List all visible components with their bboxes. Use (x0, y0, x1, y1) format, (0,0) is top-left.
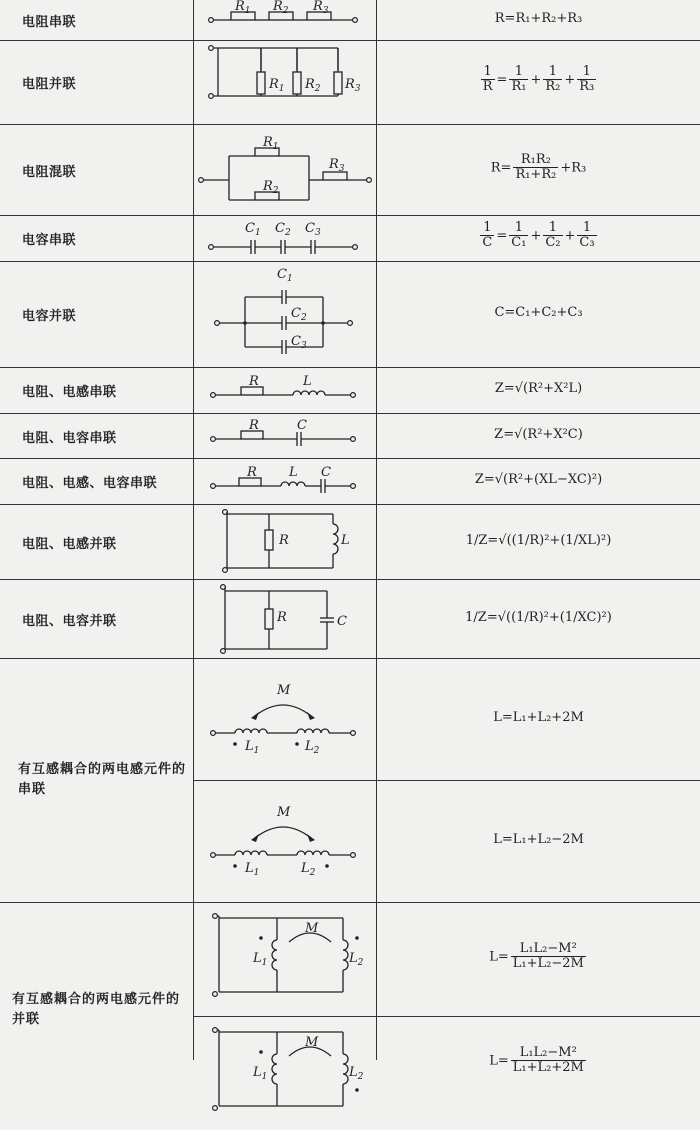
denominator: L₁+L₂−2M (512, 956, 584, 972)
polarity-dot (355, 936, 359, 940)
polarity-dot (259, 1050, 263, 1054)
inductor-symbol (333, 524, 338, 554)
terminal-node (223, 568, 228, 573)
component-label: $R_3$ (329, 157, 345, 174)
terminal-node (221, 649, 226, 654)
component-label: M (277, 805, 291, 820)
formula (377, 533, 700, 548)
formula-text: R=R₁+R₂+R₃ (494, 11, 583, 26)
terminal-node (211, 393, 216, 398)
component-label: L (341, 533, 350, 548)
terminal-node (209, 46, 214, 51)
mutual-series-label: 有互感耦合的两电感元件的串联 (18, 762, 187, 797)
component-label: R (277, 610, 287, 625)
terminal-node (213, 1106, 218, 1111)
component-label: $L_2$ (305, 739, 320, 756)
component-label: $C_1$ (277, 267, 293, 284)
component-label: $R_2$ (263, 179, 279, 196)
formula (377, 832, 700, 847)
numerator: L₁L₂−M² (511, 942, 586, 957)
inductor-symbol (343, 1054, 348, 1084)
component-label: M (305, 1035, 319, 1050)
component-label: L (303, 374, 312, 389)
fraction (481, 65, 495, 95)
terminal-node (351, 853, 356, 858)
denominator: C (482, 235, 493, 251)
polarity-dot (355, 1088, 359, 1092)
numerator: 1 (577, 221, 596, 236)
plus-sign: + (530, 72, 542, 88)
denominator: R (482, 79, 493, 95)
numerator: 1 (480, 221, 494, 236)
component-label: $L_2$ (349, 1065, 364, 1082)
polarity-dot (233, 742, 237, 746)
terminal-node (215, 321, 220, 326)
component-label: $R_2$ (305, 77, 321, 94)
formula (377, 11, 700, 26)
plus-sign: + (564, 72, 576, 88)
inductor-symbol (343, 940, 348, 970)
numerator: 1 (509, 65, 528, 80)
formula-text: Z=√(R²+(XL−XC)²) (474, 472, 603, 487)
circuit-diagram (193, 413, 376, 458)
component-label: $R_2$ (273, 0, 289, 16)
terminal-node (209, 245, 214, 250)
denominator: L₁+L₂+2M (512, 1060, 584, 1076)
circuit-diagram (193, 902, 376, 1016)
equals-sign: = (496, 228, 508, 244)
circuit-diagram (193, 579, 376, 658)
formula-lhs: R= (490, 159, 512, 175)
numerator: 1 (543, 65, 562, 80)
terminal-node (211, 437, 216, 442)
formula-text: 1/Z=√((1/R)²+(1/XL)²) (465, 532, 612, 548)
component-label: $L_1$ (245, 739, 260, 756)
resistor-symbol (257, 72, 265, 94)
plus-sign: + (530, 228, 542, 244)
terminal-node (209, 94, 214, 99)
formula (377, 305, 700, 320)
circuit-diagram (193, 1016, 376, 1130)
fraction (543, 221, 562, 251)
inductor-symbol (235, 729, 267, 733)
formula (377, 65, 700, 95)
component-label: $C_2$ (291, 306, 307, 323)
component-label: $R_3$ (345, 77, 361, 94)
fraction (513, 153, 558, 183)
formula-text: L=L₁+L₂+2M (493, 710, 584, 725)
formula (377, 1046, 700, 1076)
inductor-symbol (272, 1054, 277, 1084)
inductor-symbol (293, 391, 325, 395)
denominator: R₃ (579, 79, 595, 95)
terminal-node (211, 484, 216, 489)
component-label: $R_1$ (269, 77, 285, 94)
terminal-node (211, 731, 216, 736)
denominator: C₁ (511, 235, 527, 251)
numerator: 1 (481, 65, 495, 80)
component-label: C (337, 614, 347, 629)
terminal-node (351, 393, 356, 398)
formula (377, 942, 700, 972)
circuit-diagram (193, 215, 376, 261)
denominator: C₃ (579, 235, 595, 251)
circuit-diagram (193, 367, 376, 413)
component-label: $L_1$ (253, 951, 268, 968)
formula (377, 472, 700, 487)
fraction (543, 65, 562, 95)
circuit-diagram (193, 40, 376, 124)
formula-lhs: L= (489, 949, 509, 965)
terminal-node (348, 321, 353, 326)
fraction (511, 942, 586, 972)
formula-tail: +R₃ (560, 159, 587, 175)
circuit-diagram (193, 780, 376, 902)
denominator: R₂ (545, 79, 561, 95)
resistor-symbol (265, 530, 273, 550)
circuit-diagram (193, 261, 376, 367)
polarity-dot (295, 742, 299, 746)
component-label: $L_2$ (301, 861, 316, 878)
component-label: M (277, 683, 291, 698)
formula (377, 221, 700, 251)
denominator: R₁ (511, 79, 527, 95)
component-label: $R_1$ (263, 135, 279, 152)
fraction (577, 221, 596, 251)
component-label: $C_3$ (305, 221, 321, 238)
formula (377, 153, 700, 183)
component-label: L (289, 465, 298, 480)
component-label: R (249, 374, 259, 389)
component-label: $R_3$ (313, 0, 329, 16)
terminal-node (211, 853, 216, 858)
inductor-symbol (235, 851, 267, 855)
fraction (511, 1046, 586, 1076)
resistor-symbol (293, 72, 301, 94)
inductor-symbol (297, 729, 329, 733)
formula (377, 610, 700, 625)
circuit-diagram (193, 124, 376, 215)
polarity-dot (259, 936, 263, 940)
row-label: 电阻串联 (22, 15, 77, 30)
component-label: R (249, 418, 259, 433)
component-label: $C_1$ (245, 221, 261, 238)
mutual-parallel-label: 有互感耦合的两电感元件的并联 (12, 992, 181, 1027)
terminal-node (353, 18, 358, 23)
terminal-node (351, 731, 356, 736)
fraction (509, 65, 528, 95)
formula-text: C=C₁+C₂+C₃ (494, 305, 583, 320)
row-label: 电阻、电容串联 (22, 430, 117, 446)
component-label: $R_1$ (235, 0, 251, 16)
numerator: 1 (543, 221, 562, 236)
terminal-node (353, 245, 358, 250)
inductor-symbol (281, 482, 305, 486)
row-label: 电阻并联 (22, 77, 77, 92)
circuit-diagram (193, 658, 376, 780)
component-label: $L_1$ (245, 861, 260, 878)
circuit-diagram (193, 0, 376, 40)
formula-text: 1/Z=√((1/R)²+(1/XC)²) (465, 609, 612, 625)
component-label: $L_2$ (349, 951, 364, 968)
formula (377, 427, 700, 442)
component-label: R (279, 533, 289, 548)
component-label: M (305, 921, 319, 936)
numerator: R₁R₂ (513, 153, 558, 168)
polarity-dot (233, 864, 237, 868)
component-label: C (321, 465, 331, 480)
fraction (480, 221, 494, 251)
denominator: C₂ (545, 235, 561, 251)
numerator: L₁L₂−M² (511, 1046, 586, 1061)
row-label: 电容串联 (22, 233, 77, 248)
formula-lhs: L= (489, 1053, 509, 1069)
formula (377, 710, 700, 725)
component-label: $C_3$ (291, 334, 307, 351)
formula-text: Z=√(R²+X²L) (494, 381, 583, 396)
circuit-diagram (193, 504, 376, 579)
terminal-node (213, 914, 218, 919)
row-label: 电阻、电感串联 (22, 385, 117, 400)
formula-text: Z=√(R²+X²C) (494, 426, 583, 442)
fraction (577, 65, 596, 95)
denominator: R₁+R₂ (515, 166, 557, 182)
terminal-node (209, 18, 214, 23)
row-label: 电阻、电容并联 (22, 613, 117, 629)
polarity-dot (325, 864, 329, 868)
row-label: 电阻、电感并联 (22, 536, 117, 552)
numerator: 1 (577, 65, 596, 80)
terminal-node (213, 1028, 218, 1033)
row-label: 电阻、电感、电容串联 (22, 476, 158, 491)
component-label: R (247, 465, 257, 480)
terminal-node (199, 178, 204, 183)
row-label: 电容并联 (22, 309, 77, 324)
formula (377, 381, 700, 396)
fraction (509, 221, 528, 251)
plus-sign: + (564, 228, 576, 244)
resistor-symbol (265, 609, 273, 629)
terminal-node (351, 484, 356, 489)
component-label: C (297, 418, 307, 433)
inductor-symbol (272, 940, 277, 970)
terminal-node (367, 178, 372, 183)
component-label: $L_1$ (253, 1065, 268, 1082)
inductor-symbol (297, 851, 329, 855)
formula-text: L=L₁+L₂−2M (493, 832, 584, 847)
equals-sign: = (496, 72, 508, 88)
resistor-symbol (334, 72, 342, 94)
terminal-node (351, 437, 356, 442)
circuit-diagram (193, 458, 376, 504)
terminal-node (213, 992, 218, 997)
numerator: 1 (509, 221, 528, 236)
component-label: $C_2$ (275, 221, 291, 238)
row-label: 电阻混联 (22, 164, 77, 180)
